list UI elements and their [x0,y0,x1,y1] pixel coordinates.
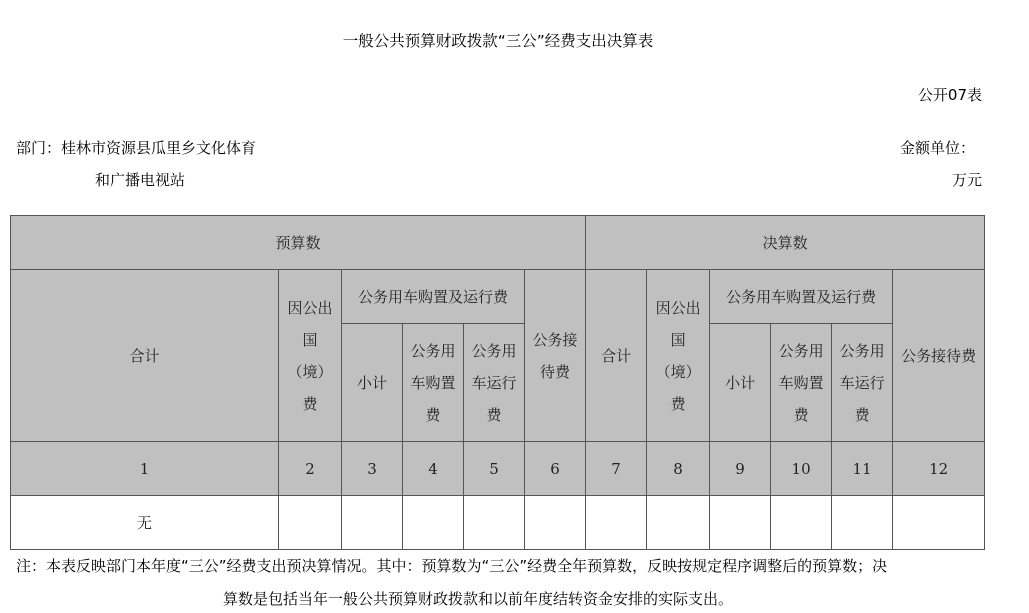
amount-unit-label: 金额单位： [899,139,975,157]
data-cell [710,496,771,550]
budget-total-header: 合计 [11,270,279,442]
page-title: 一般公共预算财政拨款“三公”经费支出决算表 [342,32,654,50]
data-cell [403,496,464,550]
table-row [11,496,985,550]
budget-subtotal-header: 小计 [342,324,403,442]
form-number: 公开07表 [917,86,982,104]
final-operation-header: 公务用 车运行 费 [832,324,893,442]
expenditure-table [10,215,985,550]
final-total-header: 合计 [586,270,647,442]
col-number-cell: 1 [11,442,279,496]
data-cell [279,496,342,550]
final-purchase-header: 公务用 车购置 费 [771,324,832,442]
budget-operation-header: 公务用 车运行 费 [464,324,525,442]
data-cell [647,496,710,550]
footnote-line1: 注：本表反映部门本年度“三公”经费支出预决算情况。其中：预算数为“三公”经费全年预算数，反映按规定程序调整后的预算数；决 [16,557,888,575]
final-reception-header: 公务接待费 [893,270,985,442]
col-number-cell: 3 [342,442,403,496]
column-number-row [11,442,985,496]
data-cell [586,496,647,550]
final-abroad-header: 因公出 国 （境） 费 [647,270,710,442]
budget-reception-header: 公务接 待费 [525,270,586,442]
data-cell [464,496,525,550]
department-label-line1: 部门：桂林市资源县瓜里乡文化体育 [16,139,257,157]
col-number-cell: 8 [647,442,710,496]
budget-header: 预算数 [11,216,586,270]
final-subtotal-header: 小计 [710,324,771,442]
data-cell [893,496,985,550]
data-cell: 无 [11,496,279,550]
table-header-row-2 [11,270,985,324]
col-number-cell: 9 [710,442,771,496]
amount-unit-value: 万元 [951,171,982,189]
budget-vehicle-header: 公务用车购置及运行费 [342,270,525,324]
col-number-cell: 12 [893,442,985,496]
col-number-cell: 6 [525,442,586,496]
col-number-cell: 2 [279,442,342,496]
budget-abroad-header: 因公出 国 （境） 费 [279,270,342,442]
col-number-cell: 10 [771,442,832,496]
col-number-cell: 4 [403,442,464,496]
data-cell [832,496,893,550]
footnote-line2: 算数是包括当年一般公共预算财政拨款和以前年度结转资金安排的实际支出。 [223,590,734,608]
col-number-cell: 11 [832,442,893,496]
data-cell [342,496,403,550]
final-header: 决算数 [586,216,985,270]
col-number-cell: 7 [586,442,647,496]
final-vehicle-header: 公务用车购置及运行费 [710,270,893,324]
table-header-row-1 [11,216,985,270]
data-cell [771,496,832,550]
data-cell [525,496,586,550]
col-number-cell: 5 [464,442,525,496]
budget-purchase-header: 公务用 车购置 费 [403,324,464,442]
department-label-line2: 和广播电视站 [95,171,186,189]
